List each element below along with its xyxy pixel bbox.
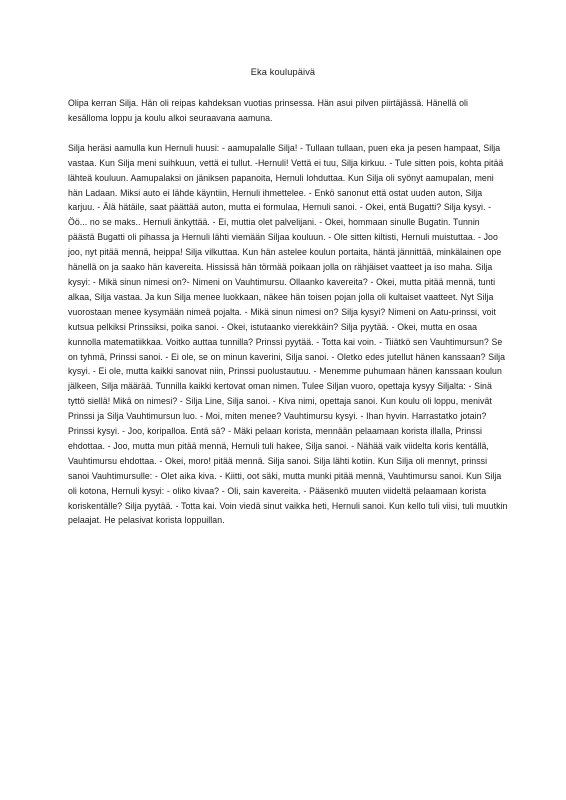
document-title: Eka koulupäivä bbox=[250, 67, 316, 77]
document-body bbox=[68, 96, 508, 543]
intro-paragraph: Olipa kerran Silja. Hän oli reipas kahdeksan vuotias prinsessa. Hän asui pilven piirtäjässä. Hänellä oli kesälloma loppu ja koulu alkoi seuraavana aamuna. bbox=[68, 98, 469, 123]
story-paragraph: Silja heräsi aamulla kun Hernuli huusi: - aamupalalle Silja! - Tullaan tullaan, puen eka ja pesen hampaat, Silja vastaa. Kun Silja meni suihkuun, vettä ei tullut. -Hernuli! Vettä ei tuu, Silja kirkuu. - Tule sitten pois, kohta pitää lähteä kouluun. Aamupalaksi on jäniksen papanoita, Hernuli lohduttaa. Kun Silja oli syönyt aamupalan, meni hän Ladaan. Miksi auto ei lähde käyntiin, Hernuli ihmettelee. - Enkö sanonut että ostat uuden auton, Silja karjuu. - Älä hätäile, saat päättää auton, mutta ei formulaa, Hernuli sanoi. - Okei, entä Bugatti? Silja kysyi. - Öö... no se maks.. Hernuli änkyttää. - Ei, muttia olet palvelijani. - Okei, hommaan sinulle Bugatin. Tunnin päästä Bugatti oli pihassa ja Hernuli lähti viemään Siljaa kouluun. - Ole sitten kiltisti, Hernuli muistuttaa. - Joo joo, nyt pitää mennä, heippa! Silja vilkuttaa. Kun hän astelee koulun portaita, häntä jännittää, minkälainen ope hänellä on ja saako hän kavereita. Hississä hän törmää poikaan jolla on rähjäiset vaatteet ja iso maha. Silja kysyi: - Mikä sinun nimesi on?- Nimeni on Vauhtimursu. Ollaanko kavereita? - Okei, mutta pitää mennä, tunti alkaa, Silja vastaa. Ja kun Silja menee luokkaan, näkee hän toisen pojan jolla oli kultaiset vaatteet. Nyt Silja vuorostaan menee kysymään nimeä pojalta. - Mikä sinun nimesi on? Silja kysyi? Nimeni on Aatu-prinssi, voit kutsua pelkiksi Prinssiksi, poika sanoi. - Okei, istutaanko vierekkäin? Silja pyytää. - Okei, mutta en osaa kunnolla matematiikkaa. Voitko auttaa tunnilla? Prinssi pyytää. - Totta kai voin. - Tiiätkö sen Vauhtimursun? Se on tyhmä, Prinssi sanoi. - Ei ole, se on minun kaverini, Silja sanoi. - Oletko edes jutellut hänen kanssaan? Silja kysyi. - Ei ole, mutta kaikki sanovat niin, Prinssi puolustautuu. - Menemme puhumaan hänen kanssaan koulun jälkeen, Silja määrää. Tunnilla kaikki kertovat oman nimen. Tulee Siljan vuoro, opettaja kysyy Siljalta: - Sinä tyttö siellä! Mikä on nimesi? - Silja Line, Silja sanoi. - Kiva nimi, opettaja sanoi. Kun koulu oli loppu, menivät Prinssi ja Silja Vauhtimursun luo. - Moi, miten menee? Vauhtimursu kysyi. - Ihan hyvin. Harrastatko jotain? Prinssi kysyi. - Joo, koripalloa. Entä sä? - Mäki pelaan korista, mennään pelaamaan korista illalla, Prinssi ehdottaa. - Joo, mutta mun pitää mennä, Hernuli tuli hakee, Silja sanoi. - Nähää vaik viidelta koris kentällä, Vauhtimursu ehdottaa. - Okei, moro! pitää mennä. Silja sanoi. Silja lähti kotiin. Kun Silja oli mennyt, prinssi sanoi Vauhtimursulle: - Olet aika kiva. - Kiitti, oot säki, mutta munki pitää mennä, Vauhtimursu sanoi. Kun Silja oli kotona, Hernuli kysyi: - oliko kivaa? - Oli, sain kavereita. - Pääsenkö muuten viideltä pelaamaan korista koriskentälle? Silja pyytää. - Totta kai. Voin viedä sinut vaikka heti, Hernuli sanoi. Kun kello tuli viisi, tuli muutkin pelaajat. He pelasivat korista loppuillan. bbox=[68, 142, 508, 526]
